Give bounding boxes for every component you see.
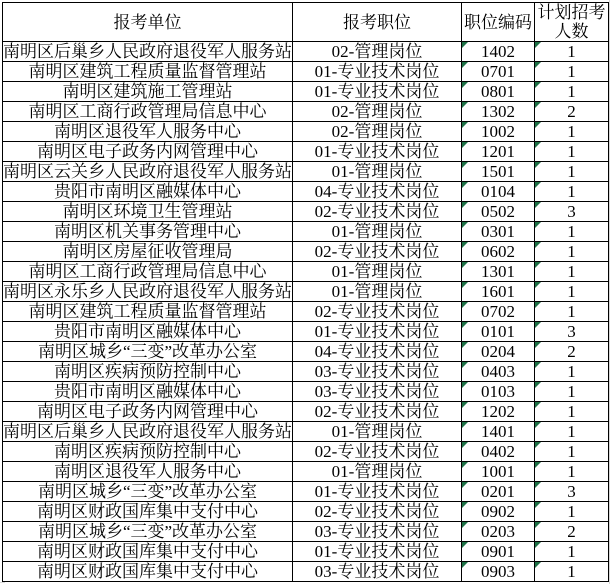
cell-code[interactable]: 0104: [462, 182, 535, 202]
table-row: [3, 242, 609, 262]
table-row: [3, 422, 609, 442]
cell-unit[interactable]: 南明区疾病预防控制中心: [3, 362, 293, 382]
table-row: [3, 62, 609, 82]
error-indicator-icon: [462, 542, 468, 548]
table-row: [3, 482, 609, 502]
table-row: [3, 502, 609, 522]
cell-position[interactable]: 02-专业技术岗位: [293, 402, 462, 422]
cell-count[interactable]: 1: [535, 462, 609, 482]
recruitment-table: [2, 2, 609, 582]
cell-position[interactable]: 03-专业技术岗位: [293, 522, 462, 542]
cell-count[interactable]: 1: [535, 42, 609, 62]
cell-position[interactable]: 01-专业技术岗位: [293, 82, 462, 102]
cell-unit[interactable]: 南明区工商行政管理局信息中心: [3, 262, 293, 282]
cell-unit[interactable]: 南明区云关乡人民政府退役军人服务站: [3, 162, 292, 182]
error-indicator-icon: [535, 242, 541, 248]
cell-position[interactable]: 03-专业技术岗位: [293, 362, 462, 382]
cell-count[interactable]: 3: [535, 482, 609, 502]
error-indicator-icon: [535, 402, 541, 408]
error-indicator-icon: [462, 442, 468, 448]
error-indicator-icon: [535, 302, 541, 308]
error-indicator-icon: [462, 202, 468, 208]
error-indicator-icon: [535, 282, 541, 288]
error-indicator-icon: [535, 62, 541, 68]
table-row: [3, 462, 609, 482]
cell-count[interactable]: 2: [535, 522, 609, 542]
cell-position[interactable]: 01-专业技术岗位: [293, 542, 462, 562]
cell-count[interactable]: 1: [535, 302, 609, 322]
cell-position[interactable]: 01-专业技术岗位: [293, 482, 462, 502]
error-indicator-icon: [535, 502, 541, 508]
table-row: [3, 322, 609, 342]
table-row: [3, 82, 609, 102]
cell-unit[interactable]: 南明区城乡“三变”改革办公室: [3, 342, 293, 362]
table-row: [3, 382, 609, 402]
cell-unit[interactable]: 南明区后巢乡人民政府退役军人服务站: [3, 42, 292, 62]
cell-count[interactable]: 1: [535, 242, 609, 262]
cell-code[interactable]: 1302: [462, 102, 535, 122]
error-indicator-icon: [462, 462, 468, 468]
cell-position[interactable]: 01-管理岗位: [293, 262, 462, 282]
cell-position[interactable]: 01-管理岗位: [293, 222, 462, 242]
error-indicator-icon: [535, 562, 541, 568]
cell-code[interactable]: 0201: [462, 482, 535, 502]
error-indicator-icon: [535, 222, 541, 228]
cell-code[interactable]: 0502: [462, 202, 535, 222]
cell-code[interactable]: 0101: [462, 322, 535, 342]
error-indicator-icon: [462, 302, 468, 308]
error-indicator-icon: [535, 482, 541, 488]
error-indicator-icon: [535, 442, 541, 448]
cell-unit[interactable]: 南明区电子政务内网管理中心: [3, 142, 293, 162]
cell-code[interactable]: 0602: [462, 242, 535, 262]
cell-unit[interactable]: 南明区房屋征收管理局: [3, 242, 293, 262]
cell-count[interactable]: 1: [535, 182, 609, 202]
error-indicator-icon: [535, 122, 541, 128]
cell-unit[interactable]: 南明区机关事务管理中心: [3, 222, 293, 242]
cell-unit[interactable]: 南明区财政国库集中支付中心: [3, 502, 293, 522]
cell-position[interactable]: 03-专业技术岗位: [293, 382, 462, 402]
error-indicator-icon: [535, 382, 541, 388]
cell-code[interactable]: 0701: [462, 62, 535, 82]
error-indicator-icon: [462, 342, 468, 348]
error-indicator-icon: [462, 502, 468, 508]
cell-unit[interactable]: 南明区疾病预防控制中心: [3, 442, 293, 462]
cell-count[interactable]: 3: [535, 202, 609, 222]
table-row: [3, 562, 609, 582]
error-indicator-icon: [462, 42, 468, 48]
table-header: [3, 3, 609, 42]
cell-code[interactable]: 1301: [462, 262, 535, 282]
cell-count[interactable]: 1: [535, 222, 609, 242]
error-indicator-icon: [535, 82, 541, 88]
cell-unit[interactable]: 贵阳市南明区融媒体中心: [3, 182, 293, 202]
cell-position[interactable]: 04-专业技术岗位: [293, 182, 462, 202]
error-indicator-icon: [462, 282, 468, 288]
error-indicator-icon: [462, 382, 468, 388]
cell-position[interactable]: 01-管理岗位: [293, 462, 462, 482]
cell-code[interactable]: 0203: [462, 522, 535, 542]
table-row: [3, 162, 609, 182]
error-indicator-icon: [462, 362, 468, 368]
error-indicator-icon: [462, 142, 468, 148]
cell-unit[interactable]: 南明区城乡“三变”改革办公室: [3, 482, 293, 502]
cell-code[interactable]: 1401: [462, 422, 535, 442]
error-indicator-icon: [535, 362, 541, 368]
column-header-code[interactable]: 职位编码: [462, 3, 535, 42]
table-row: [3, 202, 609, 222]
cell-count[interactable]: 1: [535, 542, 609, 562]
cell-unit[interactable]: 南明区永乐乡人民政府退役军人服务站: [3, 282, 292, 302]
cell-unit[interactable]: 贵阳市南明区融媒体中心: [3, 322, 293, 342]
cell-count[interactable]: 1: [535, 142, 609, 162]
cell-count[interactable]: 1: [535, 82, 609, 102]
cell-position[interactable]: 01-专业技术岗位: [293, 62, 462, 82]
sheet-gridline-bottom: [0, 582, 5, 583]
table-body: [3, 42, 609, 582]
table-row: [3, 122, 609, 142]
error-indicator-icon: [535, 422, 541, 428]
error-indicator-icon: [535, 162, 541, 168]
cell-position[interactable]: 02-专业技术岗位: [293, 502, 462, 522]
cell-unit[interactable]: 南明区工商行政管理局信息中心: [3, 102, 293, 122]
cell-unit[interactable]: 南明区财政国库集中支付中心: [3, 562, 293, 582]
cell-position[interactable]: 03-专业技术岗位: [293, 562, 462, 582]
error-indicator-icon: [535, 142, 541, 148]
cell-count[interactable]: 1: [535, 122, 609, 142]
error-indicator-icon: [535, 462, 541, 468]
cell-code[interactable]: 0702: [462, 302, 535, 322]
cell-unit[interactable]: 南明区建筑工程质量监督管理站: [3, 62, 293, 82]
error-indicator-icon: [462, 222, 468, 228]
error-indicator-icon: [535, 522, 541, 528]
table-row: [3, 302, 609, 322]
error-indicator-icon: [535, 102, 541, 108]
cell-count[interactable]: 1: [535, 422, 609, 442]
table-row: [3, 182, 609, 202]
error-indicator-icon: [462, 402, 468, 408]
cell-position[interactable]: 02-专业技术岗位: [293, 442, 462, 462]
cell-position[interactable]: 02-专业技术岗位: [293, 302, 462, 322]
cell-position[interactable]: 02-管理岗位: [293, 122, 462, 142]
cell-count[interactable]: 1: [535, 162, 609, 182]
cell-unit[interactable]: 南明区城乡“三变”改革办公室: [3, 522, 293, 542]
sheet-gridline-right: [609, 0, 610, 584]
error-indicator-icon: [535, 42, 541, 48]
cell-position[interactable]: 02-管理岗位: [293, 102, 462, 122]
cell-count[interactable]: 1: [535, 382, 609, 402]
cell-position[interactable]: 01-专业技术岗位: [293, 142, 462, 162]
cell-position[interactable]: 02-专业技术岗位: [293, 242, 462, 262]
error-indicator-icon: [462, 262, 468, 268]
error-indicator-icon: [535, 182, 541, 188]
cell-code[interactable]: 0801: [462, 82, 535, 102]
error-indicator-icon: [535, 322, 541, 328]
error-indicator-icon: [462, 562, 468, 568]
cell-count[interactable]: 3: [535, 322, 609, 342]
cell-position[interactable]: 01-管理岗位: [293, 162, 462, 182]
table-row: [3, 282, 609, 302]
error-indicator-icon: [462, 522, 468, 528]
table-row: [3, 142, 609, 162]
error-indicator-icon: [462, 322, 468, 328]
cell-count[interactable]: 1: [535, 62, 609, 82]
cell-unit[interactable]: 南明区环境卫生管理站: [3, 202, 293, 222]
cell-unit[interactable]: 贵阳市南明区融媒体中心: [3, 382, 293, 402]
cell-code[interactable]: 0103: [462, 382, 535, 402]
cell-count[interactable]: 1: [535, 282, 609, 302]
cell-unit[interactable]: 南明区后巢乡人民政府退役军人服务站: [3, 422, 292, 442]
column-header-count[interactable]: 计划招考人数: [535, 3, 609, 42]
error-indicator-icon: [535, 542, 541, 548]
cell-position[interactable]: 02-专业技术岗位: [293, 202, 462, 222]
error-indicator-icon: [462, 422, 468, 428]
error-indicator-icon: [535, 262, 541, 268]
error-indicator-icon: [535, 342, 541, 348]
cell-code[interactable]: 0403: [462, 362, 535, 382]
table-row: [3, 362, 609, 382]
cell-count[interactable]: 1: [535, 262, 609, 282]
header-row: [3, 3, 609, 42]
error-indicator-icon: [462, 122, 468, 128]
cell-position[interactable]: 02-管理岗位: [293, 42, 462, 62]
table-row: [3, 102, 609, 122]
error-indicator-icon: [462, 242, 468, 248]
cell-count[interactable]: 1: [535, 442, 609, 462]
cell-code[interactable]: 0402: [462, 442, 535, 462]
error-indicator-icon: [462, 162, 468, 168]
cell-code[interactable]: 1201: [462, 142, 535, 162]
cell-code[interactable]: 1002: [462, 122, 535, 142]
error-indicator-icon: [462, 82, 468, 88]
cell-unit[interactable]: 南明区财政国库集中支付中心: [3, 542, 293, 562]
cell-code[interactable]: 1601: [462, 282, 535, 302]
cell-position[interactable]: 01-管理岗位: [293, 282, 462, 302]
cell-count[interactable]: 1: [535, 562, 609, 582]
column-header-unit[interactable]: 报考单位: [3, 3, 293, 42]
column-header-position[interactable]: 报考职位: [293, 3, 462, 42]
cell-code[interactable]: 1402: [462, 42, 535, 62]
cell-unit[interactable]: 南明区电子政务内网管理中心: [3, 402, 293, 422]
table-row: [3, 342, 609, 362]
cell-code[interactable]: 1001: [462, 462, 535, 482]
cell-code[interactable]: 0204: [462, 342, 535, 362]
table-row: [3, 42, 609, 62]
cell-code[interactable]: 0902: [462, 502, 535, 522]
cell-count[interactable]: 2: [535, 342, 609, 362]
cell-code[interactable]: 0301: [462, 222, 535, 242]
table-row: [3, 262, 609, 282]
cell-position[interactable]: 01-专业技术岗位: [293, 322, 462, 342]
cell-code[interactable]: 1202: [462, 402, 535, 422]
error-indicator-icon: [462, 482, 468, 488]
cell-unit[interactable]: 南明区退役军人服务中心: [3, 462, 293, 482]
cell-code[interactable]: 0901: [462, 542, 535, 562]
table-row: [3, 542, 609, 562]
table-row: [3, 442, 609, 462]
cell-code[interactable]: 1501: [462, 162, 535, 182]
cell-unit[interactable]: 南明区建筑工程质量监督管理站: [3, 302, 293, 322]
cell-position[interactable]: 01-管理岗位: [293, 422, 462, 442]
error-indicator-icon: [462, 102, 468, 108]
cell-unit[interactable]: 南明区退役军人服务中心: [3, 122, 293, 142]
table-row: [3, 402, 609, 422]
error-indicator-icon: [462, 182, 468, 188]
table-row: [3, 222, 609, 242]
cell-code[interactable]: 0903: [462, 562, 535, 582]
table-row: [3, 522, 609, 542]
cell-count[interactable]: 1: [535, 402, 609, 422]
error-indicator-icon: [462, 62, 468, 68]
error-indicator-icon: [535, 202, 541, 208]
cell-count[interactable]: 2: [535, 102, 609, 122]
cell-unit[interactable]: 南明区建筑施工管理站: [3, 82, 293, 102]
cell-count[interactable]: 1: [535, 502, 609, 522]
cell-count[interactable]: 1: [535, 362, 609, 382]
cell-position[interactable]: 04-专业技术岗位: [293, 342, 462, 362]
